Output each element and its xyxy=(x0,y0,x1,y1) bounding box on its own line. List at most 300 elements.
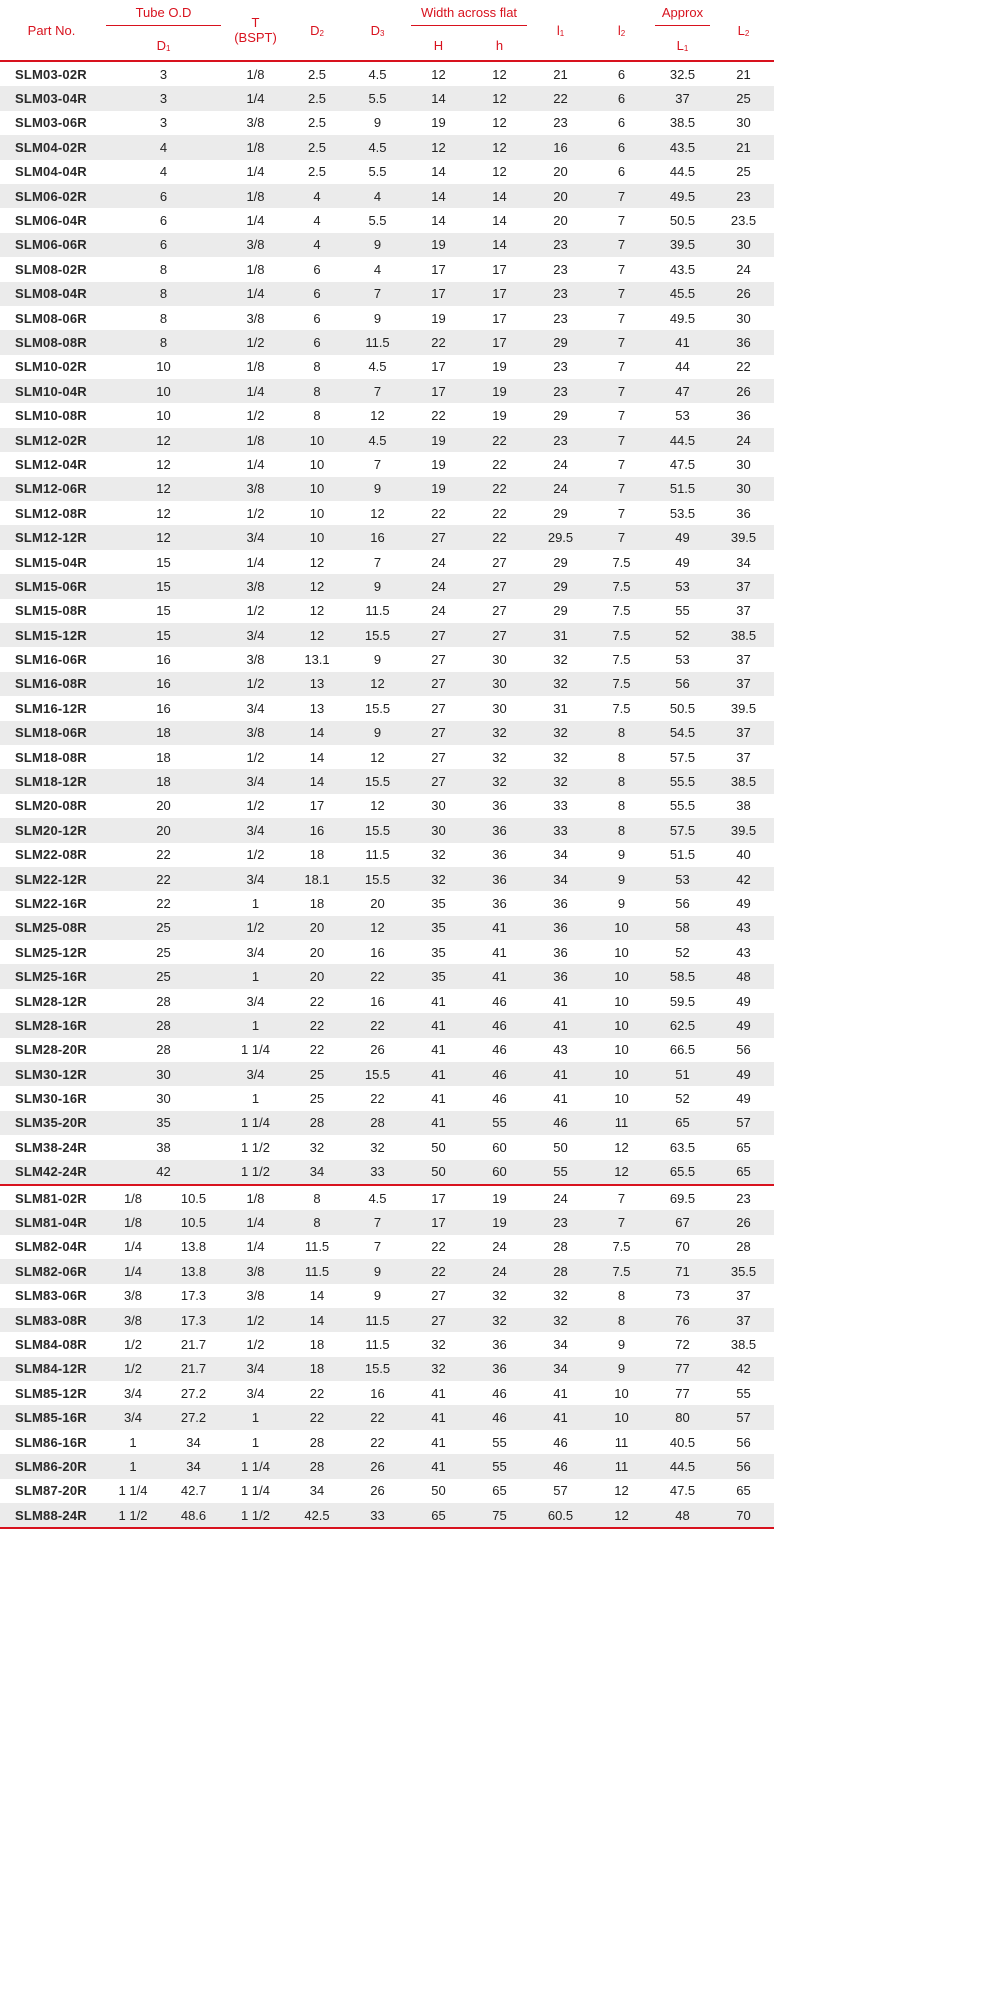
cell-d3: 12 xyxy=(347,672,408,696)
cell-d3: 9 xyxy=(347,574,408,598)
cell-width-H: 19 xyxy=(408,428,469,452)
cell-width-H: 17 xyxy=(408,1210,469,1234)
cell-width-H: 12 xyxy=(431,66,446,82)
cell-tube-od-d1: 22 xyxy=(156,895,171,911)
cell-width-h: 30 xyxy=(492,652,507,668)
cell-d3: 33 xyxy=(347,1160,408,1185)
cell-width-h: 36 xyxy=(469,818,530,842)
cell-tube-od-d1: 12 xyxy=(156,505,171,521)
cell-L1: 52 xyxy=(675,944,690,960)
cell-d2: 22 xyxy=(309,993,325,1009)
cell-width-h: 46 xyxy=(469,1062,530,1086)
cell-L2: 40 xyxy=(736,847,751,863)
cell-d2: 34 xyxy=(287,1479,347,1503)
cell-t-bspt: 1/2 xyxy=(246,798,265,814)
cell-width-H: 41 xyxy=(431,1091,446,1107)
cell-part-no: SLM35-20R xyxy=(0,1111,103,1135)
cell-L1: 44.5 xyxy=(652,428,713,452)
cell-width-h: 46 xyxy=(492,993,507,1009)
cell-l2: 8 xyxy=(591,769,652,793)
cell-l1: 55 xyxy=(530,1160,591,1185)
cell-d3: 9 xyxy=(373,310,382,326)
cell-d3: 15.5 xyxy=(364,700,391,716)
cell-d2: 12 xyxy=(287,623,347,647)
cell-d3: 11.5 xyxy=(365,603,390,619)
cell-l1: 21 xyxy=(553,66,568,82)
cell-d2: 28 xyxy=(287,1430,347,1454)
cell-width-h: 30 xyxy=(469,672,530,696)
cell-t-bspt: 3/4 xyxy=(224,525,287,549)
table-row xyxy=(0,160,774,184)
cell-width-H: 27 xyxy=(408,721,469,745)
cell-L1: 80 xyxy=(652,1405,713,1429)
cell-L1: 51.5 xyxy=(669,847,696,863)
cell-L2: 26 xyxy=(713,282,774,306)
cell-part-no: SLM83-06R xyxy=(0,1284,103,1308)
cell-tube-od-d1: 28 xyxy=(103,1013,224,1037)
cell-l2: 7 xyxy=(617,505,626,521)
table-row xyxy=(0,1013,774,1037)
table-row xyxy=(0,1062,774,1086)
cell-L1: 40.5 xyxy=(652,1430,713,1454)
table-row xyxy=(0,1430,774,1454)
table-row xyxy=(0,1259,774,1283)
header-width-across-flat xyxy=(408,0,530,31)
cell-part-no: SLM30-16R xyxy=(15,1091,87,1107)
cell-d2: 6 xyxy=(313,310,321,326)
table-row xyxy=(0,282,774,306)
cell-tube-od-d1: 15 xyxy=(103,574,224,598)
cell-d2: 18 xyxy=(309,895,325,911)
cell-width-H: 19 xyxy=(431,456,446,472)
cell-t-bspt: 3/4 xyxy=(246,944,265,960)
cell-tube-od-d1: 20 xyxy=(156,798,171,814)
table-row xyxy=(0,843,774,867)
cell-L2: 49 xyxy=(713,1013,774,1037)
cell-width-H: 35 xyxy=(408,916,469,940)
cell-l1: 36 xyxy=(530,964,591,988)
header-part-no: Part No. xyxy=(27,22,76,38)
cell-width-h: 36 xyxy=(469,1357,530,1381)
cell-l1: 41 xyxy=(553,993,568,1009)
cell-width-H: 35 xyxy=(431,895,446,911)
cell-L1: 65 xyxy=(652,1111,713,1135)
cell-part-no: SLM28-12R xyxy=(15,993,87,1009)
cell-l1: 41 xyxy=(530,1062,591,1086)
cell-d2: 6 xyxy=(287,282,347,306)
cell-L1: 52 xyxy=(675,1091,690,1107)
cell-l1: 36 xyxy=(553,895,568,911)
cell-tube-od-d1: 8 xyxy=(103,330,224,354)
cell-L1: 67 xyxy=(652,1210,713,1234)
cell-width-h: 60 xyxy=(492,1139,507,1155)
cell-width-H: 24 xyxy=(431,554,446,570)
cell-L1: 50.5 xyxy=(669,700,696,716)
cell-L2: 25 xyxy=(713,86,774,110)
cell-L1: 49.5 xyxy=(669,310,696,326)
header-l2-label: l xyxy=(617,22,621,38)
cell-d3: 9 xyxy=(373,115,382,131)
cell-part-no: SLM03-06R xyxy=(15,115,87,131)
cell-t-bspt: 1 xyxy=(224,1405,287,1429)
cell-tube-od-d1: 34 xyxy=(163,1454,224,1478)
cell-width-H: 50 xyxy=(431,1139,446,1155)
cell-L2: 23 xyxy=(713,184,774,208)
header-d2-label: D xyxy=(310,22,320,38)
header-d1-sub: 1 xyxy=(165,44,171,53)
cell-L1: 51.5 xyxy=(652,477,713,501)
cell-d3: 9 xyxy=(347,1259,408,1283)
header-d1-label: D xyxy=(156,38,166,53)
cell-l1: 29 xyxy=(553,554,568,570)
cell-part-no: SLM25-08R xyxy=(0,916,103,940)
cell-d3: 15.5 xyxy=(347,1357,408,1381)
cell-L1: 39.5 xyxy=(652,233,713,257)
cell-L2: 56 xyxy=(713,1430,774,1454)
cell-part-no: SLM18-06R xyxy=(0,721,103,745)
cell-l2: 9 xyxy=(591,1357,652,1381)
table-row xyxy=(0,1160,774,1185)
cell-d2: 25 xyxy=(309,1091,325,1107)
cell-part-no: SLM15-06R xyxy=(0,574,103,598)
cell-part-no: SLM12-08R xyxy=(15,505,87,521)
table-row xyxy=(0,306,774,330)
cell-d2: 16 xyxy=(287,818,347,842)
cell-tube-od-d1: 34 xyxy=(163,1430,224,1454)
table-row xyxy=(0,696,774,720)
cell-L1: 47 xyxy=(652,379,713,403)
cell-d2: 12 xyxy=(287,574,347,598)
cell-L2: 23.5 xyxy=(730,213,757,229)
cell-width-h: 22 xyxy=(469,428,530,452)
cell-l2: 7.5 xyxy=(591,574,652,598)
table-row xyxy=(0,477,774,501)
cell-tube-od-d1: 10 xyxy=(156,359,171,375)
cell-L2: 37 xyxy=(713,574,774,598)
cell-L2: 35.5 xyxy=(713,1259,774,1283)
table-row xyxy=(0,428,774,452)
cell-d3: 12 xyxy=(370,505,385,521)
cell-tube-od-d1: 8 xyxy=(159,261,168,277)
cell-d3: 12 xyxy=(347,916,408,940)
cell-l1: 34 xyxy=(530,1332,591,1356)
cell-width-H: 17 xyxy=(408,1185,469,1210)
cell-l1: 23 xyxy=(530,1210,591,1234)
cell-L1: 53 xyxy=(675,408,690,424)
cell-l1: 33 xyxy=(553,798,568,814)
cell-L1: 66.5 xyxy=(669,1042,696,1058)
cell-d3: 15.5 xyxy=(347,1062,408,1086)
cell-tube-od-inch: 3/4 xyxy=(103,1381,163,1405)
cell-t-bspt: 1/4 xyxy=(224,379,287,403)
cell-d2: 17 xyxy=(309,798,325,814)
cell-part-no: SLM10-04R xyxy=(0,379,103,403)
cell-l1: 43 xyxy=(553,1042,568,1058)
cell-width-h: 65 xyxy=(469,1479,530,1503)
cell-width-h: 14 xyxy=(469,233,530,257)
cell-L2: 43 xyxy=(736,944,751,960)
cell-l1: 32 xyxy=(553,749,568,765)
cell-tube-od-d1: 6 xyxy=(103,233,224,257)
cell-tube-od-d1: 15 xyxy=(156,603,171,619)
cell-d2: 12 xyxy=(309,603,325,619)
cell-l2: 12 xyxy=(591,1503,652,1528)
cell-l2: 7.5 xyxy=(591,672,652,696)
cell-d2: 11.5 xyxy=(287,1235,347,1259)
cell-width-h: 41 xyxy=(469,916,530,940)
cell-l1: 41 xyxy=(530,1405,591,1429)
cell-width-h: 46 xyxy=(492,1091,507,1107)
cell-l2: 7 xyxy=(591,1185,652,1210)
table-row xyxy=(0,1235,774,1259)
table-row xyxy=(0,1308,774,1332)
cell-l1: 20 xyxy=(530,184,591,208)
cell-l2: 10 xyxy=(591,916,652,940)
cell-l2: 10 xyxy=(614,1042,629,1058)
cell-L2: 37 xyxy=(736,749,751,765)
cell-part-no: SLM18-12R xyxy=(0,769,103,793)
cell-l2: 12 xyxy=(614,1139,629,1155)
table-row xyxy=(0,1332,774,1356)
cell-l1: 20 xyxy=(553,213,568,229)
cell-d2: 14 xyxy=(287,1284,347,1308)
cell-L2: 43 xyxy=(713,916,774,940)
cell-d3: 28 xyxy=(347,1111,408,1135)
cell-l1: 32 xyxy=(530,672,591,696)
cell-tube-od-d1: 8 xyxy=(159,310,168,326)
cell-l2: 7 xyxy=(591,282,652,306)
cell-L2: 34 xyxy=(736,554,751,570)
cell-t-bspt: 1/8 xyxy=(246,66,265,82)
cell-t-bspt: 3/4 xyxy=(224,1062,287,1086)
cell-L1: 65.5 xyxy=(652,1160,713,1185)
cell-l2: 6 xyxy=(617,115,626,131)
cell-l2: 10 xyxy=(591,1062,652,1086)
cell-t-bspt: 1/8 xyxy=(246,359,265,375)
cell-L2: 30 xyxy=(736,310,751,326)
table-row xyxy=(0,403,774,427)
cell-l1: 24 xyxy=(553,456,568,472)
cell-tube-od-d1: 10.5 xyxy=(163,1185,224,1210)
cell-L2: 38.5 xyxy=(713,623,774,647)
cell-width-H: 22 xyxy=(408,1259,469,1283)
cell-width-h: 41 xyxy=(469,964,530,988)
cell-tube-od-d1: 13.8 xyxy=(163,1259,224,1283)
cell-tube-od-d1: 10 xyxy=(156,408,171,424)
cell-l2: 7.5 xyxy=(612,554,631,570)
table-row xyxy=(0,1086,774,1110)
header-d1 xyxy=(103,31,224,61)
cell-l2: 8 xyxy=(591,721,652,745)
cell-l2: 7 xyxy=(617,213,626,229)
table-row xyxy=(0,672,774,696)
cell-part-no: SLM84-12R xyxy=(0,1357,103,1381)
cell-L2: 37 xyxy=(713,1284,774,1308)
cell-tube-od-inch: 1/8 xyxy=(103,1210,163,1234)
cell-d2: 4 xyxy=(287,184,347,208)
cell-l1: 29 xyxy=(530,330,591,354)
cell-width-H: 41 xyxy=(408,1454,469,1478)
cell-tube-od-d1: 27.2 xyxy=(163,1405,224,1429)
table-row xyxy=(0,1405,774,1429)
cell-tube-od-d1: 18 xyxy=(103,769,224,793)
table-row xyxy=(0,452,774,476)
cell-width-h: 14 xyxy=(469,184,530,208)
table-row xyxy=(0,86,774,110)
cell-width-H: 19 xyxy=(431,310,446,326)
table-row xyxy=(0,599,774,623)
cell-part-no: SLM15-12R xyxy=(0,623,103,647)
cell-part-no: SLM30-12R xyxy=(0,1062,103,1086)
cell-part-no: SLM04-02R xyxy=(0,135,103,159)
cell-part-no: SLM12-12R xyxy=(0,525,103,549)
cell-t-bspt: 1 1/2 xyxy=(224,1160,287,1185)
cell-L1: 50.5 xyxy=(669,213,696,229)
cell-d3: 7 xyxy=(373,554,382,570)
cell-width-h: 12 xyxy=(469,86,530,110)
cell-l1: 23 xyxy=(553,359,568,375)
cell-L1: 47.5 xyxy=(669,456,696,472)
cell-L1: 77 xyxy=(652,1381,713,1405)
cell-L2: 37 xyxy=(736,603,751,619)
cell-L1: 62.5 xyxy=(652,1013,713,1037)
cell-t-bspt: 3/8 xyxy=(224,721,287,745)
cell-t-bspt: 3/4 xyxy=(224,1357,287,1381)
cell-d2: 8 xyxy=(287,379,347,403)
cell-l2: 10 xyxy=(614,993,629,1009)
cell-l2: 7 xyxy=(591,379,652,403)
cell-tube-od-d1: 3 xyxy=(159,115,168,131)
cell-l1: 32 xyxy=(530,1308,591,1332)
cell-L1: 77 xyxy=(652,1357,713,1381)
cell-tube-od-d1: 35 xyxy=(103,1111,224,1135)
cell-part-no: SLM20-08R xyxy=(15,798,87,814)
cell-d3: 5.5 xyxy=(368,164,387,180)
cell-l1: 23 xyxy=(553,261,568,277)
cell-tube-od-d1: 12 xyxy=(103,525,224,549)
cell-L2: 28 xyxy=(713,1235,774,1259)
cell-l1: 33 xyxy=(530,818,591,842)
cell-l2: 7.5 xyxy=(591,1259,652,1283)
cell-tube-od-d1: 18 xyxy=(103,721,224,745)
cell-l1: 29.5 xyxy=(530,525,591,549)
cell-l1: 28 xyxy=(530,1235,591,1259)
header-t-sub: (BSPT) xyxy=(234,30,277,45)
cell-L1: 49.5 xyxy=(652,184,713,208)
cell-part-no: SLM16-08R xyxy=(0,672,103,696)
cell-l2: 9 xyxy=(591,1332,652,1356)
cell-width-H: 22 xyxy=(431,408,446,424)
header-d3 xyxy=(347,0,408,61)
cell-d3: 11.5 xyxy=(365,847,390,863)
table-row xyxy=(0,1479,774,1503)
cell-part-no: SLM85-16R xyxy=(0,1405,103,1429)
cell-tube-od-d1: 12 xyxy=(103,477,224,501)
cell-part-no: SLM81-02R xyxy=(0,1185,103,1210)
cell-part-no: SLM06-04R xyxy=(15,213,87,229)
cell-t-bspt: 1/8 xyxy=(224,428,287,452)
cell-width-H: 41 xyxy=(408,1111,469,1135)
cell-part-no: SLM28-20R xyxy=(15,1042,87,1058)
cell-tube-od-inch: 3/8 xyxy=(103,1308,163,1332)
cell-tube-od-d1: 10.5 xyxy=(163,1210,224,1234)
cell-l1: 60.5 xyxy=(530,1503,591,1528)
cell-L1: 69.5 xyxy=(652,1185,713,1210)
table-row xyxy=(0,355,774,379)
cell-width-h: 12 xyxy=(469,135,530,159)
table-header xyxy=(0,0,774,61)
cell-l1: 41 xyxy=(530,1381,591,1405)
cell-t-bspt: 1/4 xyxy=(246,164,265,180)
cell-width-h: 27 xyxy=(469,623,530,647)
cell-width-h: 19 xyxy=(492,359,507,375)
cell-l1: 29 xyxy=(530,574,591,598)
cell-l1: 16 xyxy=(530,135,591,159)
cell-L2: 49 xyxy=(736,993,751,1009)
cell-tube-od-d1: 27.2 xyxy=(163,1381,224,1405)
cell-L1: 47.5 xyxy=(652,1479,713,1503)
cell-t-bspt: 1/2 xyxy=(224,916,287,940)
cell-t-bspt: 1 xyxy=(251,1091,260,1107)
cell-t-bspt: 3/8 xyxy=(246,115,265,131)
cell-d3: 26 xyxy=(370,1042,385,1058)
table-row xyxy=(0,1210,774,1234)
cell-t-bspt: 1 1/4 xyxy=(224,1111,287,1135)
cell-d3: 5.5 xyxy=(368,213,387,229)
cell-L1: 37 xyxy=(652,86,713,110)
cell-width-H: 41 xyxy=(408,1062,469,1086)
cell-l1: 46 xyxy=(530,1111,591,1135)
cell-L2: 56 xyxy=(736,1042,751,1058)
cell-part-no: SLM08-02R xyxy=(15,261,87,277)
cell-L1: 41 xyxy=(652,330,713,354)
cell-part-no: SLM18-08R xyxy=(15,749,87,765)
table-row xyxy=(0,330,774,354)
cell-t-bspt: 1 xyxy=(224,964,287,988)
cell-d2: 8 xyxy=(313,408,321,424)
cell-width-H: 22 xyxy=(431,505,446,521)
cell-l1: 28 xyxy=(530,1259,591,1283)
cell-t-bspt: 3/4 xyxy=(224,769,287,793)
header-d3-label: D xyxy=(370,22,380,38)
cell-L1: 56 xyxy=(675,895,690,911)
table-row xyxy=(0,208,774,232)
cell-width-h: 22 xyxy=(492,456,507,472)
cell-l1: 41 xyxy=(553,1091,568,1107)
table-row xyxy=(0,111,774,135)
cell-tube-od-d1: 48.6 xyxy=(163,1503,224,1528)
cell-tube-od-d1: 28 xyxy=(156,993,171,1009)
header-H: H xyxy=(433,38,444,53)
cell-d2: 14 xyxy=(287,1308,347,1332)
cell-t-bspt: 1/8 xyxy=(224,184,287,208)
cell-L2: 65 xyxy=(713,1160,774,1185)
cell-width-h: 27 xyxy=(492,554,507,570)
cell-L1: 70 xyxy=(652,1235,713,1259)
cell-width-H: 35 xyxy=(408,964,469,988)
cell-tube-od-d1: 6 xyxy=(103,184,224,208)
cell-width-h: 41 xyxy=(492,944,507,960)
table-row xyxy=(0,1185,774,1210)
cell-part-no: SLM42-24R xyxy=(0,1160,103,1185)
cell-L1: 59.5 xyxy=(669,993,696,1009)
cell-d2: 20 xyxy=(287,916,347,940)
cell-d2: 8 xyxy=(287,1210,347,1234)
cell-l2: 12 xyxy=(591,1479,652,1503)
cell-d2: 10 xyxy=(309,456,325,472)
header-L1-label: L xyxy=(676,38,684,53)
cell-width-H: 24 xyxy=(408,574,469,598)
